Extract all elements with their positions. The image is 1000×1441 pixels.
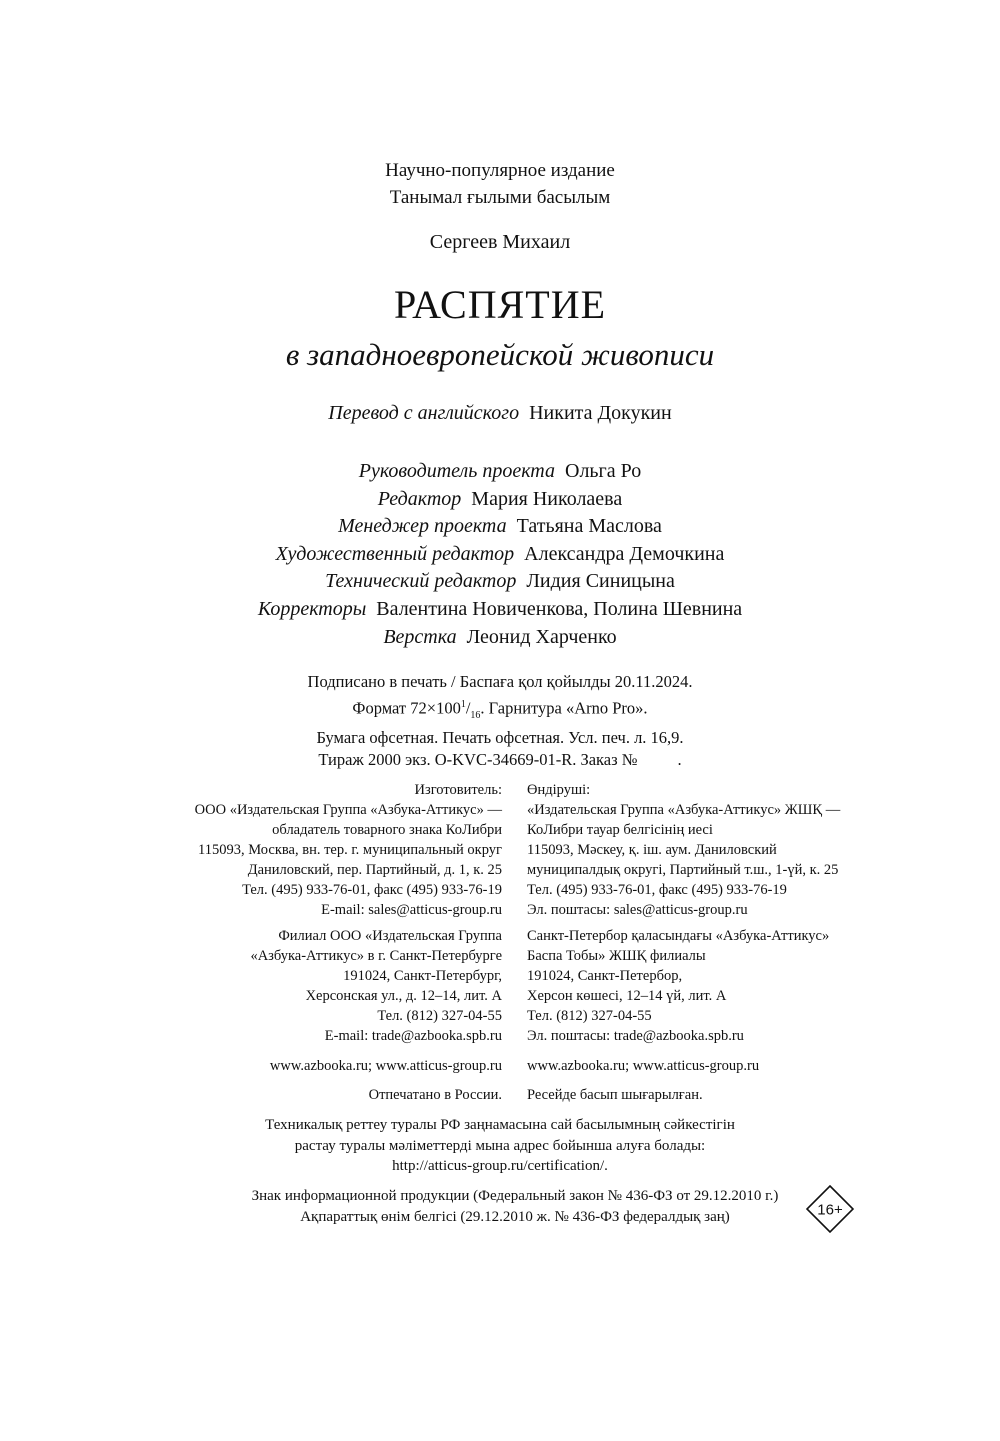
crew-name: Леонид Харченко <box>466 625 617 648</box>
crew-row <box>0 568 1000 596</box>
crew-name: Валентина Новиченкова, Полина Шевнина <box>376 597 743 620</box>
crew-row <box>0 486 1000 514</box>
crew-name: Мария Николаева <box>471 487 623 510</box>
manufacturer-kz: Өндіруші: «Издательская Группа «Азбука-Аттикус» ЖШҚ — КоЛибри тауар белгісінің иесі 115093, Мәскеу, қ. іш. аум. Даниловский муниципалдық округі, Партийный т.ш., 1-үй, к. 25 Тел. (495) 933-76-01, факс (495) 933-76-19 Эл. поштасы: sales@atticus-group.ru <box>527 782 841 918</box>
crew-row <box>0 458 1000 486</box>
crew-name: Ольга Ро <box>565 460 642 482</box>
book-subtitle: в западноевропейской живописи <box>285 337 715 372</box>
age-rating-badge-icon <box>806 1185 854 1233</box>
printed-kz: Ресейде басып шығарылған. <box>527 1087 703 1103</box>
genre-block <box>0 157 1000 211</box>
crew-role: Менеджер проекта <box>338 515 507 538</box>
imprint-paper: Бумага офсетная. Печать офсетная. Усл. печ. л. 16,9. <box>316 727 684 747</box>
translator-line <box>0 402 1000 425</box>
websites-kz[interactable]: www.azbooka.ru; www.atticus-group.ru <box>527 1058 760 1074</box>
crew-role: Художественный редактор <box>275 542 515 565</box>
websites-ru[interactable]: www.azbooka.ru; www.atticus-group.ru <box>269 1058 502 1074</box>
imprint-signed: Подписано в печать / Баспаға қол қойылды 20.11.2024. <box>307 672 693 691</box>
branch-kz: Санкт-Петербор қаласындағы «Азбука-Аттикус» Баспа Тобы» ЖШҚ филиалы 191024, Санкт-Петербор, Херсон көшесі, 12–14 үй, лит. А Тел. (812) 327-04-55 Эл. поштасы: trade@azbooka.spb.ru <box>527 928 830 1044</box>
imprint-format: Формат $72\times 100^1/_{16}$. Гарнитура «Arno Pro». <box>352 698 648 721</box>
tech-regulation-block: Техникалық реттеу туралы РФ заңнамасына сай басылымның сәйкестігін растау туралы мәліметтерді мына адрес бойынша алуға болады: http://atticus-group.ru/certification/. <box>0 1115 1000 1177</box>
crew-role: Технический редактор <box>325 570 517 593</box>
certification-link[interactable]: http://atticus-group.ru/certification/. <box>392 1158 608 1174</box>
crew-name: Александра Демочкина <box>524 542 725 565</box>
genre-ru: Научно-популярное издание <box>385 160 615 181</box>
translator-role: Перевод с английского <box>328 402 520 424</box>
crew-role: Корректоры <box>257 597 367 620</box>
manufacturer-ru: Изготовитель: ООО «Издательская Группа «Азбука-Аттикус» — обладатель товарного знака КоЛибри 115093, Москва, вн. тер. г. муниципальный округ Даниловский, пер. Партийный, д. 1, к. 25 Тел. (495) 933-76-01, факс (495) 933-76-19 E-mail: sales@atticus-group.ru <box>194 782 502 918</box>
printed-ru: Отпечатано в России. <box>368 1087 502 1103</box>
author-name: Сергеев Михаил <box>429 231 571 253</box>
crew-row <box>0 513 1000 541</box>
genre-kz: Танымал ғылыми басылым <box>389 187 611 208</box>
crew-name: Татьяна Маслова <box>516 515 662 538</box>
crew-row <box>0 624 1000 652</box>
crew-row <box>0 541 1000 569</box>
crew-name: Лидия Синицына <box>526 570 675 593</box>
crew-role: Верстка <box>383 625 457 648</box>
imprint-print-run: Тираж 2000 экз. O-KVC-34669-01-R. Заказ № . <box>318 750 682 770</box>
imprint-block <box>0 671 1000 772</box>
translator-name: Никита Докукин <box>529 402 672 424</box>
book-title: РАСПЯТИЕ <box>393 282 607 327</box>
age-rating-label: 16+ <box>817 1201 843 1219</box>
crew-list <box>0 458 1000 651</box>
age-sign-kz: Ақпараттық өнім белгісі (29.12.2010 ж. № 436-ФЗ федералдық заң) <box>300 1208 730 1225</box>
crew-row <box>0 596 1000 624</box>
crew-role: Редактор <box>377 487 462 510</box>
age-sign-ru: Знак информационной продукции (Федеральный закон № 436-ФЗ от 29.12.2010 г.) <box>251 1188 779 1204</box>
crew-role: Руководитель проекта <box>358 460 555 482</box>
branch-ru: Филиал ООО «Издательская Группа «Азбука-Аттикус» в г. Санкт-Петербурге 191024, Санкт-Петербург, Херсонская ул., д. 12–14, лит. А Тел. (812) 327-04-55 E-mail: trade@azbooka.spb.ru <box>250 928 502 1044</box>
